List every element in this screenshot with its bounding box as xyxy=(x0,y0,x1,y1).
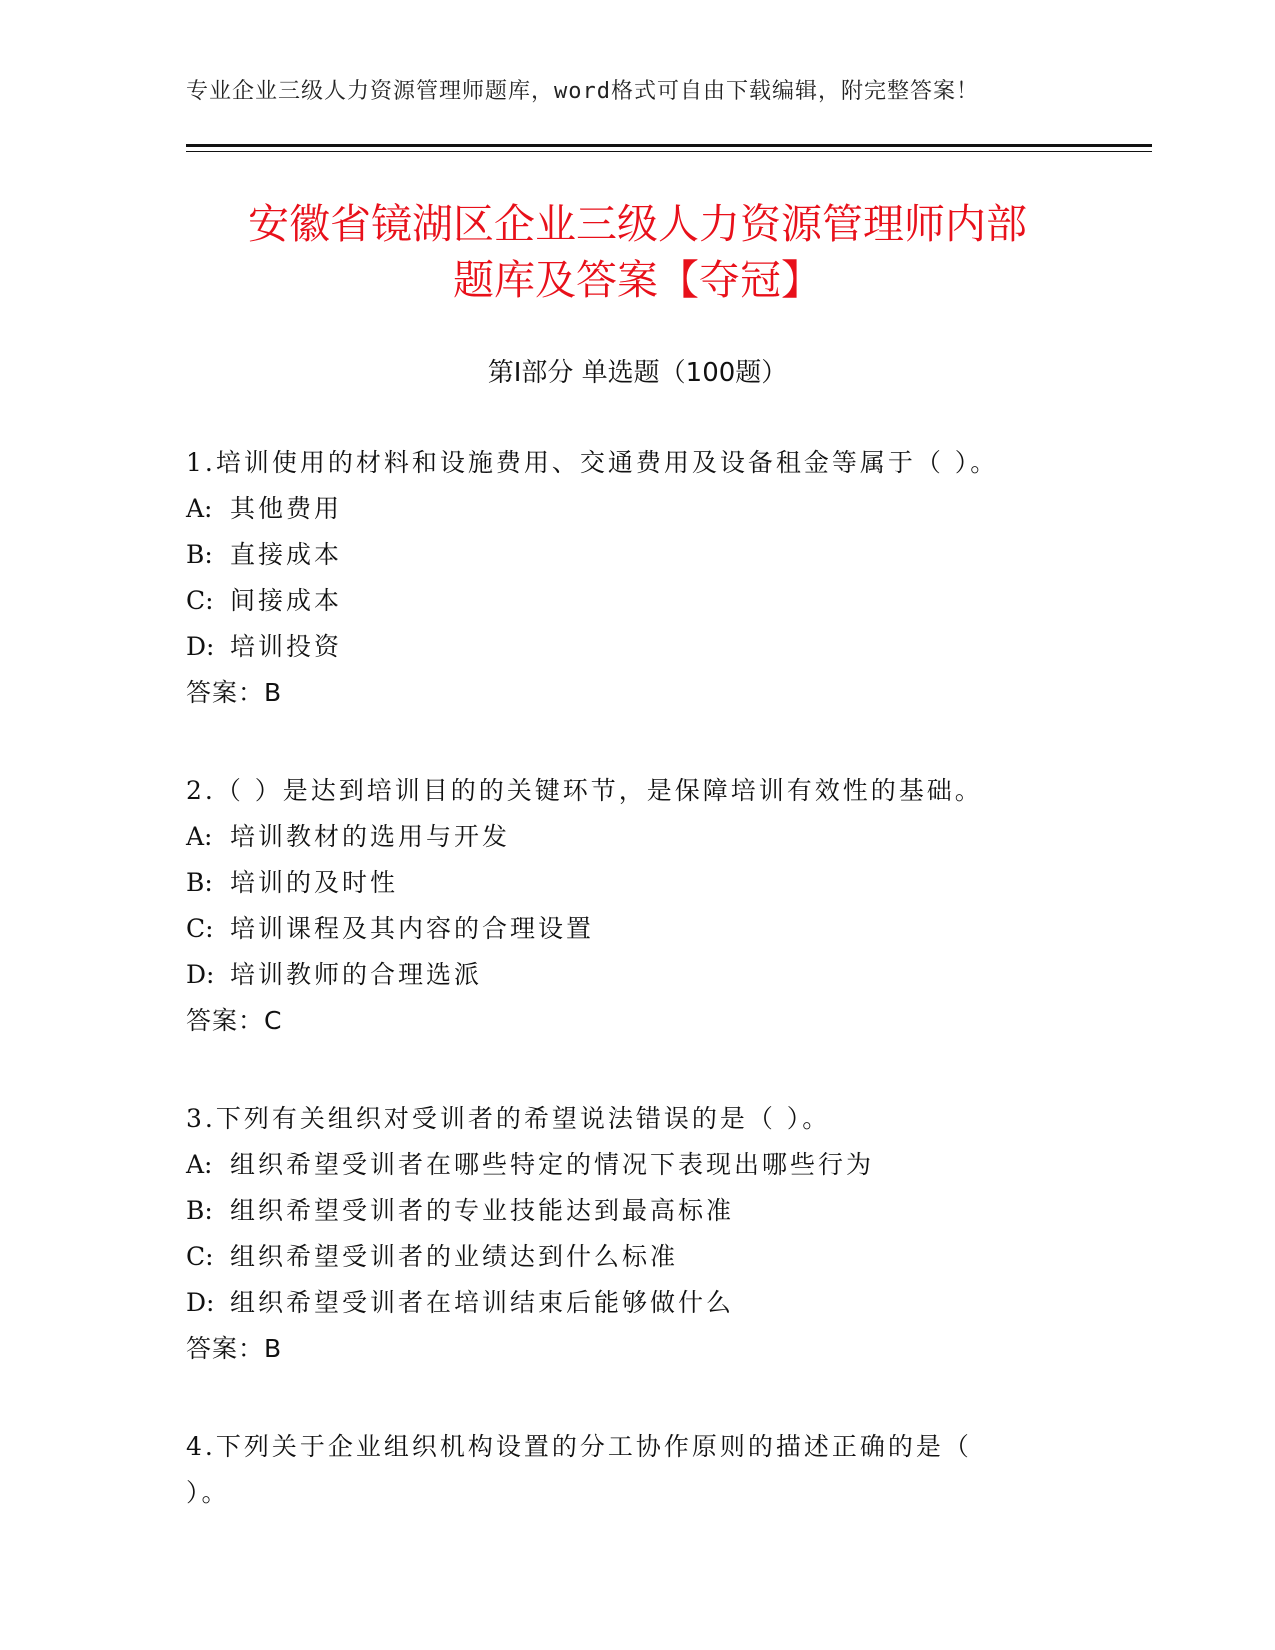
option-c xyxy=(186,578,1006,624)
question-1 xyxy=(186,440,1006,716)
option-text: 组织希望受训者在培训结束后能够做什么 xyxy=(230,1288,735,1317)
answer: 答案：C xyxy=(186,1006,283,1035)
option-text: 培训投资 xyxy=(230,632,343,661)
option-text: 其他费用 xyxy=(230,494,343,523)
question-stem-line-2: ）。 xyxy=(186,1478,230,1507)
header-divider-thin xyxy=(186,151,1152,152)
question-stem: 2.（ ）是达到培训目的的关键环节，是保障培训有效性的基础。 xyxy=(186,776,983,805)
option-b xyxy=(186,860,1006,906)
option-text: 培训课程及其内容的合理设置 xyxy=(230,914,595,943)
option-label: D: xyxy=(186,1288,215,1317)
option-label: D: xyxy=(186,960,215,989)
option-text: 组织希望受训者的专业技能达到最高标准 xyxy=(230,1196,735,1225)
document-title xyxy=(120,196,1155,308)
question-stem-line-1: 4.下列关于企业组织机构设置的分工协作原则的描述正确的是（ xyxy=(186,1432,972,1461)
option-c xyxy=(186,906,1006,952)
option-a xyxy=(186,486,1006,532)
question-4 xyxy=(186,1424,1006,1516)
header-divider-thick xyxy=(186,144,1152,147)
option-c xyxy=(186,1234,1006,1280)
question-stem: 3.下列有关组织对受训者的希望说法错误的是（ ）。 xyxy=(186,1104,831,1133)
option-text: 间接成本 xyxy=(230,586,343,615)
option-label: D: xyxy=(186,632,215,661)
option-label: C: xyxy=(186,1242,214,1271)
document-title-line-1: 安徽省镜湖区企业三级人力资源管理师内部 xyxy=(248,200,1027,248)
option-label: A: xyxy=(186,822,213,851)
question-2 xyxy=(186,768,1006,1044)
option-d xyxy=(186,624,1006,670)
option-a xyxy=(186,814,1006,860)
option-label: B: xyxy=(186,1196,213,1225)
question-3 xyxy=(186,1096,1006,1372)
answer: 答案：B xyxy=(186,678,283,707)
option-label: A: xyxy=(186,1150,213,1179)
option-text: 培训的及时性 xyxy=(230,868,399,897)
question-stem: 1.培训使用的材料和设施费用、交通费用及设备租金等属于（ ）。 xyxy=(186,448,999,477)
option-b xyxy=(186,532,1006,578)
document-title-line-2: 题库及答案【夺冠】 xyxy=(453,256,822,304)
option-label: B: xyxy=(186,540,213,569)
option-d xyxy=(186,1280,1006,1326)
option-text: 培训教材的选用与开发 xyxy=(230,822,511,851)
option-label: B: xyxy=(186,868,213,897)
option-text: 组织希望受训者的业绩达到什么标准 xyxy=(230,1242,679,1271)
answer: 答案：B xyxy=(186,1334,283,1363)
option-label: C: xyxy=(186,914,214,943)
option-d xyxy=(186,952,1006,998)
option-label: A: xyxy=(186,494,213,523)
option-text: 直接成本 xyxy=(230,540,343,569)
question-list xyxy=(186,440,1006,1516)
header-note: 专业企业三级人力资源管理师题库，word格式可自由下载编辑，附完整答案！ xyxy=(186,79,979,104)
option-text: 组织希望受训者在哪些特定的情况下表现出哪些行为 xyxy=(230,1150,875,1179)
option-label: C: xyxy=(186,586,214,615)
section-title: 第Ⅰ部分 单选题（100题） xyxy=(487,358,788,388)
option-b xyxy=(186,1188,1006,1234)
option-a xyxy=(186,1142,1006,1188)
option-text: 培训教师的合理选派 xyxy=(230,960,483,989)
